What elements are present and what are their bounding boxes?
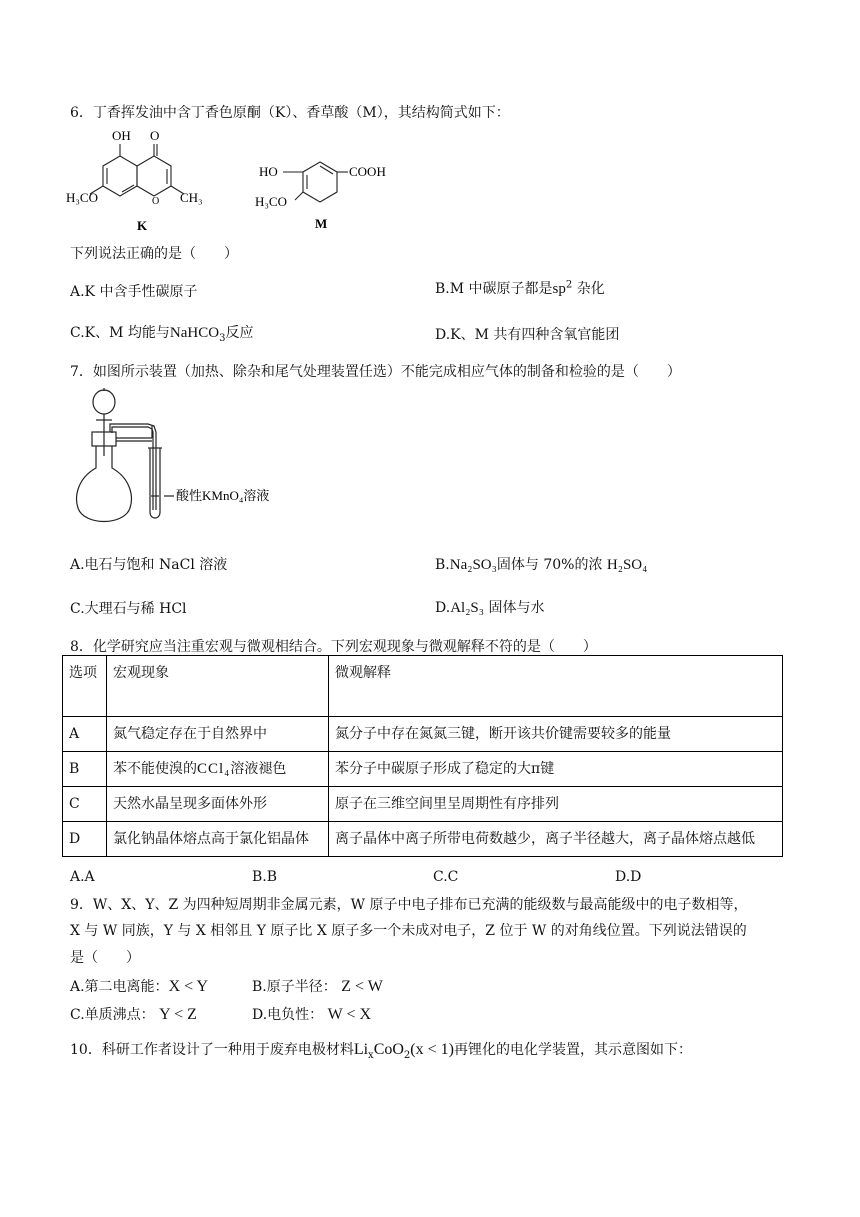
- table-row: [63, 787, 783, 822]
- svg-text:O: O: [152, 196, 160, 207]
- q9-option-b[interactable]: [252, 976, 383, 996]
- q10-sub-2: 2: [403, 1049, 411, 1061]
- header-micro: 微观解释: [329, 656, 783, 717]
- q6-b-sup: 2: [565, 279, 573, 291]
- q7-d-chem: Al₂S₃: [450, 600, 484, 616]
- q6-b-text: B.M 中碳原子都是: [435, 281, 553, 297]
- row-key: B: [63, 752, 107, 787]
- structure-M: [255, 148, 395, 234]
- row-macro: 氯化钠晶体熔点高于氯化铝晶体: [107, 822, 329, 857]
- row-micro: 离子晶体中离子所带电荷数越少，离子半径越大，离子晶体熔点越低: [329, 822, 783, 857]
- q6-b-post: 杂化: [572, 281, 605, 297]
- q8-choice-b[interactable]: B.B: [252, 869, 278, 885]
- table-row: [63, 717, 783, 752]
- m-cooh: COOH: [349, 164, 386, 179]
- q9-a-expr: X < Y: [168, 978, 209, 995]
- q9-d-expr: W < X: [327, 1006, 372, 1023]
- macro-pre: 苯不能使溴的: [113, 761, 197, 777]
- q6-option-a[interactable]: A.K 中含手性碳原子: [70, 284, 198, 300]
- q7-stem: 7．如图所示装置（加热、除杂和尾气处理装置任选）不能完成相应气体的制备和检验的是（ ）: [70, 364, 681, 380]
- q10-chem-coo: CoO: [373, 1041, 404, 1058]
- q8-choice-d[interactable]: D.D: [615, 869, 642, 885]
- q7-option-b[interactable]: [435, 554, 647, 574]
- q8-choice-c[interactable]: C.C: [433, 869, 459, 885]
- q7-d-post: 固体与水: [488, 600, 545, 616]
- q6-c-sub: 3: [219, 332, 226, 344]
- q9-d-pre: D.电负性：: [252, 1007, 324, 1023]
- k-label: K: [137, 218, 148, 233]
- row-key: D: [63, 822, 107, 857]
- q7-option-d[interactable]: [435, 597, 544, 617]
- q6-b-sp: sp: [552, 281, 566, 297]
- m-label: M: [315, 216, 328, 231]
- macro-post: 溶液褪色: [230, 761, 287, 777]
- q8-table: [62, 655, 783, 857]
- q10-cond: (x < 1): [410, 1041, 454, 1058]
- q7-b-mid: 固体与 70%的浓: [496, 557, 603, 573]
- q6-stem: 6．丁香挥发油中含丁香色原酮（K）、香草酸（M），其结构简式如下：: [70, 105, 510, 121]
- q9-line3: 是（ ）: [70, 950, 140, 966]
- k-left: H₃CO: [66, 190, 98, 205]
- q9-line2: X 与 W 同族，Y 与 X 相邻且 Y 原子比 X 原子多一个未成对电子，Z 位于 W 的对角线位置。下列说法错误的: [70, 923, 747, 939]
- row-micro: 原子在三维空间里呈周期性有序排列: [329, 787, 783, 822]
- q6-option-d[interactable]: D.K、M 共有四种含氧官能团: [435, 327, 620, 343]
- q6-prompt: 下列说法正确的是（ ）: [70, 246, 238, 262]
- macro-chem: CCl₄: [197, 761, 231, 777]
- q7-b-pre: B.: [435, 557, 450, 573]
- row-key: A: [63, 717, 107, 752]
- q9-option-d[interactable]: [252, 1004, 371, 1024]
- row-macro: 氮气稳定存在于自然界中: [107, 717, 329, 752]
- k-o: O: [150, 128, 160, 143]
- q6-c-chem: NaHCO: [169, 325, 220, 341]
- q10-post: 再锂化的电化学装置，其示意图如下：: [453, 1042, 692, 1058]
- q7-option-c[interactable]: C.大理石与稀 HCl: [70, 601, 187, 617]
- q10-sub-x: x: [368, 1049, 374, 1061]
- q6-option-b[interactable]: [435, 278, 605, 298]
- q9-c-pre: C.单质沸点：: [70, 1007, 155, 1023]
- q9-c-expr: Y < Z: [159, 1006, 197, 1023]
- row-key: C: [63, 787, 107, 822]
- apparatus-diagram: [70, 386, 290, 530]
- q8-stem: 8．化学研究应当注重宏观与微观相结合。下列宏观现象与微观解释不符的是（ ）: [70, 639, 597, 655]
- row-micro: 氮分子中存在氮氮三键，断开该共价键需要较多的能量: [329, 717, 783, 752]
- q8-choice-a[interactable]: A.A: [70, 869, 95, 885]
- q10-chem-li: Li: [353, 1041, 369, 1058]
- row-macro: 天然水晶呈现多面体外形: [107, 787, 329, 822]
- q7-option-a[interactable]: A.电石与饱和 NaCl 溶液: [70, 557, 228, 573]
- q9-b-pre: B.原子半径：: [252, 979, 337, 995]
- q9-b-expr: Z < W: [341, 978, 383, 995]
- m-och3: H₃CO: [255, 194, 287, 209]
- table-row: [63, 752, 783, 787]
- k-oh: OH: [112, 128, 131, 143]
- q7-b-chem1: Na₂SO₃: [449, 557, 497, 573]
- q9-a-pre: A.第二电离能：: [70, 979, 169, 995]
- q9-line1: 9．W、X、Y、Z 为四种短周期非金属元素，W 原子中电子排布已充满的能级数与最高能级中的电子数相等，: [70, 897, 748, 913]
- q7-b-chem2: H₂SO₄: [606, 557, 648, 573]
- header-option: 选项: [63, 656, 107, 717]
- header-macro: 宏观现象: [107, 656, 329, 717]
- q10-pre: 10．科研工作者设计了一种用于废弃电极材料: [70, 1042, 354, 1058]
- q10-stem: [70, 1039, 692, 1061]
- q6-c-text: C.K、M 均能与: [70, 325, 170, 341]
- q9-option-a[interactable]: [70, 976, 208, 996]
- q7-d-pre: D.: [435, 600, 451, 616]
- q6-option-c[interactable]: [70, 322, 253, 344]
- kmno4-label: 酸性KMnO₄溶液: [176, 488, 270, 503]
- q6-c-post: 反应: [225, 325, 254, 341]
- row-macro: [107, 752, 329, 787]
- q9-option-c[interactable]: [70, 1004, 197, 1024]
- table-row: [63, 822, 783, 857]
- k-right: CH₃: [180, 190, 203, 205]
- row-micro: 苯分子中碳原子形成了稳定的大π键: [329, 752, 783, 787]
- m-ho: HO: [259, 164, 278, 179]
- table-header-row: [63, 656, 783, 717]
- structure-K: [62, 126, 222, 234]
